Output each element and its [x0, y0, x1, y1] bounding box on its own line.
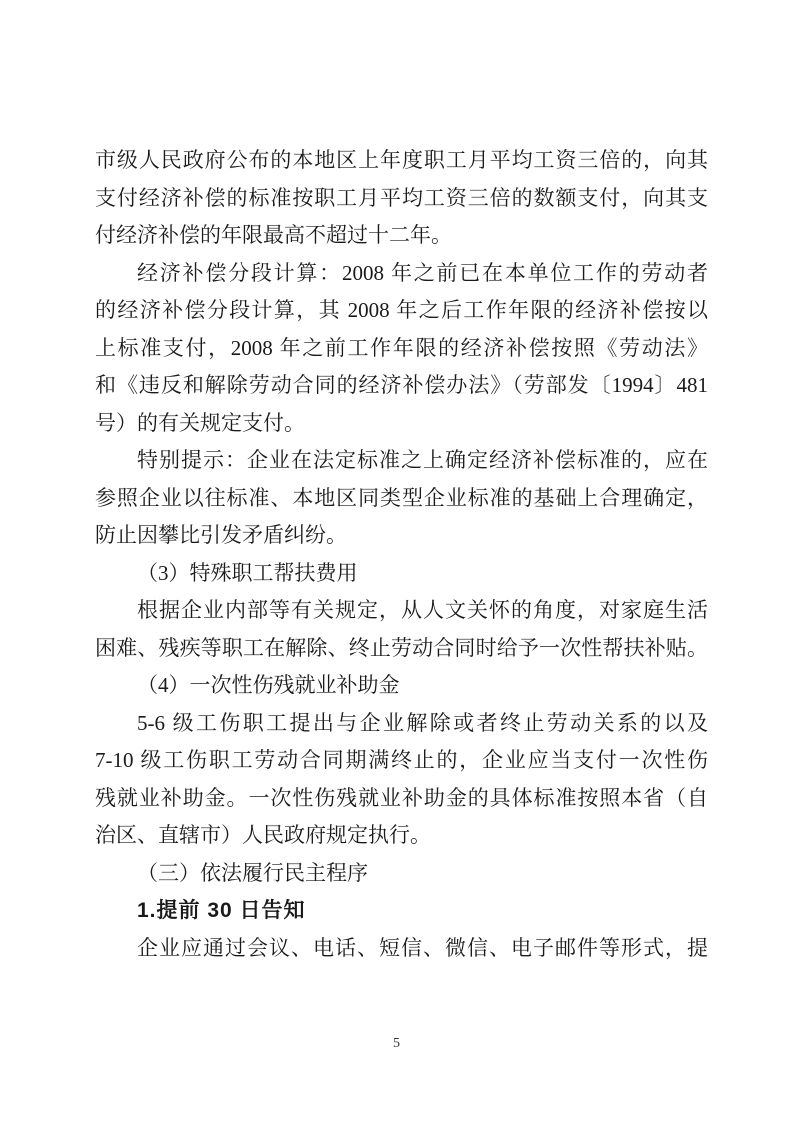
text-line: 参照企业以往标准、本地区同类型企业标准的基础上合理确定，	[95, 485, 708, 510]
text-line: 企业应通过会议、电话、短信、微信、电子邮件等形式，提	[137, 935, 708, 960]
text-line: 付经济补偿的年限最高不超过十二年。	[95, 223, 452, 247]
text-line: 市级人民政府公布的本地区上年度职工月平均工资三倍的，向其	[95, 148, 708, 172]
text-line: 和《违反和解除劳动合同的经济补偿办法》（劳部发〔1994〕481	[95, 373, 708, 397]
text-line: 特别提示：企业在法定标准之上确定经济补偿标准的，应在	[137, 448, 708, 472]
text-line: 防止因攀比引发矛盾纠纷。	[95, 523, 347, 547]
page-number: 5	[393, 1036, 400, 1051]
text-line: 上标准支付，2008 年之前工作年限的经济补偿按照《劳动法》	[95, 335, 708, 360]
document-body	[95, 142, 708, 967]
page-footer	[0, 1034, 793, 1054]
text-line: 支付经济补偿的标准按职工月平均工资三倍的数额支付，向其支	[95, 185, 708, 210]
text-line: 1.提前 30 日告知	[137, 899, 306, 922]
text-line: 困难、残疾等职工在解除、终止劳动合同时给予一次性帮扶补贴。	[95, 635, 708, 660]
text-line: 根据企业内部等有关规定，从人文关怀的角度，对家庭生活	[137, 598, 708, 622]
text-line: 5-6 级工伤职工提出与企业解除或者终止劳动关系的以及	[137, 710, 708, 735]
text-line: 治区、直辖市）人民政府规定执行。	[95, 823, 431, 847]
text-line: （三）依法履行民主程序	[137, 860, 368, 885]
text-line: （4）一次性伤残就业补助金	[137, 673, 400, 697]
text-line: （3）特殊职工帮扶费用	[137, 560, 358, 585]
text-line: 的经济补偿分段计算，其 2008 年之后工作年限的经济补偿按以	[95, 298, 708, 322]
text-line: 号）的有关规定支付。	[95, 410, 305, 435]
text-line: 残就业补助金。一次性伤残就业补助金的具体标准按照本省（自	[95, 785, 708, 810]
text-line: 经济补偿分段计算：2008 年之前已在本单位工作的劳动者	[137, 260, 708, 285]
text-line: 7-10 级工伤职工劳动合同期满终止的，企业应当支付一次性伤	[95, 748, 708, 772]
